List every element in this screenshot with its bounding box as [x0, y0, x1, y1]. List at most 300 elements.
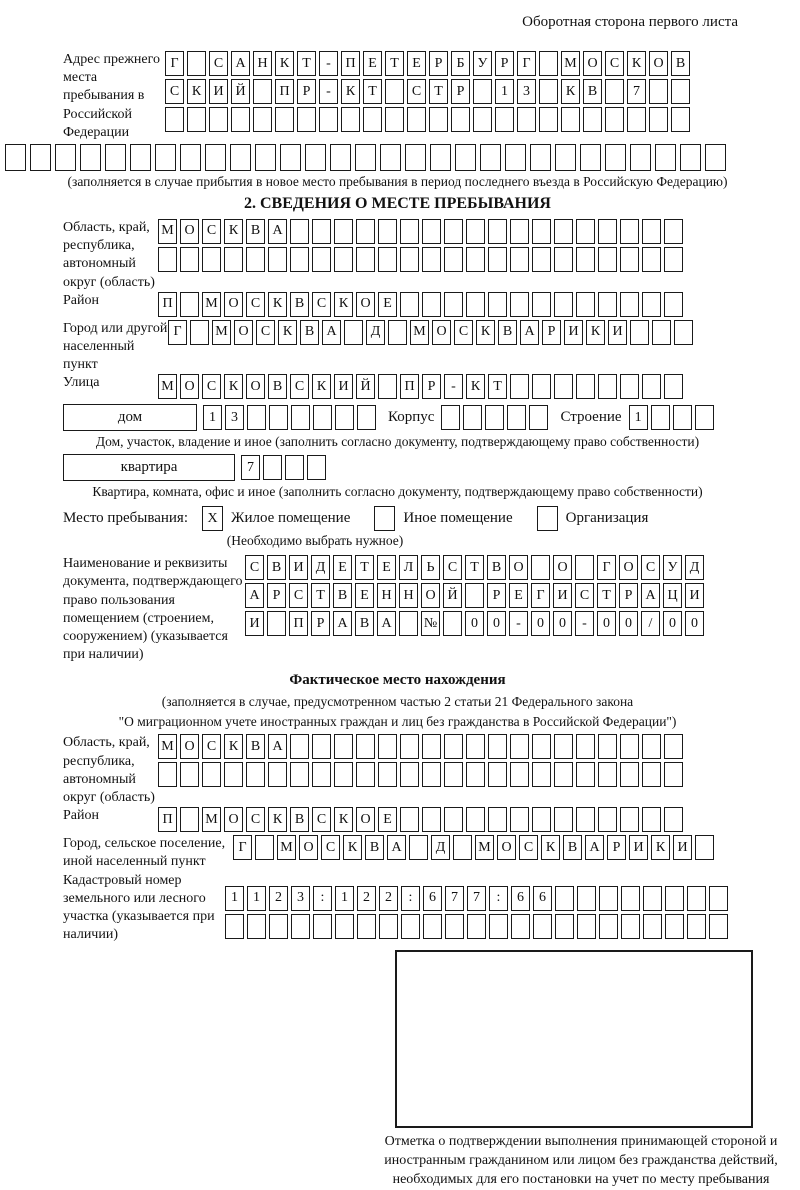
char-box[interactable] — [488, 734, 507, 759]
char-box[interactable]: К — [541, 835, 560, 860]
char-box[interactable]: В — [365, 835, 384, 860]
char-box[interactable] — [363, 107, 382, 132]
char-box[interactable]: Ц — [663, 583, 682, 608]
char-box[interactable] — [290, 219, 309, 244]
char-box[interactable] — [247, 914, 266, 939]
char-box[interactable] — [576, 247, 595, 272]
char-box[interactable] — [495, 107, 514, 132]
char-box[interactable]: О — [224, 807, 243, 832]
char-box[interactable]: К — [268, 292, 287, 317]
char-box[interactable]: С — [246, 292, 265, 317]
char-box[interactable] — [665, 886, 684, 911]
char-box[interactable] — [488, 292, 507, 317]
char-box[interactable]: О — [553, 555, 572, 580]
char-box[interactable] — [158, 762, 177, 787]
char-box[interactable]: Г — [168, 320, 187, 345]
char-box[interactable]: В — [355, 611, 374, 636]
char-box[interactable] — [187, 51, 206, 76]
char-box[interactable] — [598, 292, 617, 317]
char-box[interactable] — [400, 807, 419, 832]
char-box[interactable]: П — [275, 79, 294, 104]
char-box[interactable]: Р — [422, 374, 441, 399]
char-box[interactable]: О — [246, 374, 265, 399]
char-box[interactable]: К — [341, 79, 360, 104]
char-box[interactable]: Е — [407, 51, 426, 76]
char-box[interactable] — [290, 762, 309, 787]
char-box[interactable] — [105, 144, 126, 171]
char-box[interactable]: Г — [597, 555, 616, 580]
char-box[interactable] — [400, 734, 419, 759]
char-box[interactable] — [409, 835, 428, 860]
residential-checkbox[interactable]: X — [202, 506, 223, 531]
char-box[interactable] — [642, 247, 661, 272]
char-box[interactable] — [445, 914, 464, 939]
char-box[interactable]: А — [245, 583, 264, 608]
char-box[interactable]: С — [605, 51, 624, 76]
char-box[interactable] — [605, 79, 624, 104]
char-box[interactable]: - — [444, 374, 463, 399]
char-box[interactable] — [224, 762, 243, 787]
char-box[interactable]: С — [290, 374, 309, 399]
char-box[interactable] — [466, 292, 485, 317]
char-box[interactable]: И — [564, 320, 583, 345]
char-box[interactable] — [554, 219, 573, 244]
char-box[interactable]: А — [387, 835, 406, 860]
char-box[interactable] — [285, 455, 304, 480]
char-box[interactable]: 0 — [531, 611, 550, 636]
char-box[interactable] — [555, 144, 576, 171]
char-box[interactable]: У — [663, 555, 682, 580]
char-box[interactable]: 3 — [517, 79, 536, 104]
char-box[interactable]: К — [334, 807, 353, 832]
char-box[interactable]: С — [321, 835, 340, 860]
char-box[interactable]: К — [187, 79, 206, 104]
char-box[interactable] — [505, 144, 526, 171]
char-box[interactable]: 0 — [597, 611, 616, 636]
char-box[interactable] — [400, 219, 419, 244]
char-box[interactable] — [209, 107, 228, 132]
char-box[interactable] — [312, 219, 331, 244]
char-box[interactable] — [180, 762, 199, 787]
char-box[interactable]: М — [158, 374, 177, 399]
char-box[interactable] — [268, 247, 287, 272]
char-box[interactable]: О — [299, 835, 318, 860]
char-box[interactable] — [598, 374, 617, 399]
char-box[interactable] — [330, 144, 351, 171]
char-box[interactable]: Д — [431, 835, 450, 860]
char-box[interactable] — [444, 292, 463, 317]
char-box[interactable] — [466, 247, 485, 272]
char-box[interactable] — [576, 807, 595, 832]
char-box[interactable]: С — [245, 555, 264, 580]
char-box[interactable] — [463, 405, 482, 430]
char-box[interactable]: Т — [363, 79, 382, 104]
char-box[interactable] — [488, 219, 507, 244]
char-box[interactable] — [674, 320, 693, 345]
char-box[interactable]: С — [202, 734, 221, 759]
char-box[interactable]: Т — [488, 374, 507, 399]
char-box[interactable]: В — [563, 835, 582, 860]
char-box[interactable] — [649, 107, 668, 132]
char-box[interactable] — [598, 734, 617, 759]
confirmation-stamp-box[interactable] — [395, 950, 753, 1128]
char-box[interactable] — [555, 886, 574, 911]
char-box[interactable]: С — [312, 292, 331, 317]
char-box[interactable] — [480, 144, 501, 171]
char-box[interactable] — [488, 247, 507, 272]
char-box[interactable] — [356, 219, 375, 244]
char-box[interactable]: 7 — [467, 886, 486, 911]
char-box[interactable]: Т — [355, 555, 374, 580]
char-box[interactable] — [599, 914, 618, 939]
char-box[interactable]: Е — [509, 583, 528, 608]
char-box[interactable]: К — [651, 835, 670, 860]
char-box[interactable] — [620, 219, 639, 244]
char-box[interactable]: М — [158, 734, 177, 759]
char-box[interactable] — [356, 762, 375, 787]
char-box[interactable]: Р — [311, 611, 330, 636]
char-box[interactable] — [510, 219, 529, 244]
char-box[interactable]: А — [231, 51, 250, 76]
char-box[interactable] — [580, 144, 601, 171]
char-box[interactable]: М — [410, 320, 429, 345]
char-box[interactable]: Н — [377, 583, 396, 608]
char-box[interactable] — [422, 762, 441, 787]
char-box[interactable]: К — [476, 320, 495, 345]
char-box[interactable]: Р — [542, 320, 561, 345]
char-box[interactable]: Ь — [421, 555, 440, 580]
char-box[interactable] — [621, 914, 640, 939]
char-box[interactable] — [190, 320, 209, 345]
char-box[interactable] — [246, 247, 265, 272]
char-box[interactable]: О — [180, 219, 199, 244]
char-box[interactable] — [290, 247, 309, 272]
char-box[interactable] — [269, 405, 288, 430]
char-box[interactable]: - — [509, 611, 528, 636]
char-box[interactable] — [510, 292, 529, 317]
char-box[interactable]: М — [202, 807, 221, 832]
char-box[interactable]: С — [312, 807, 331, 832]
char-box[interactable] — [407, 107, 426, 132]
char-box[interactable] — [517, 107, 536, 132]
char-box[interactable]: 3 — [225, 405, 244, 430]
char-box[interactable] — [671, 107, 690, 132]
char-box[interactable]: Н — [253, 51, 272, 76]
char-box[interactable]: Н — [399, 583, 418, 608]
char-box[interactable] — [429, 107, 448, 132]
char-box[interactable] — [400, 247, 419, 272]
char-box[interactable]: 2 — [379, 886, 398, 911]
char-box[interactable]: О — [180, 734, 199, 759]
char-box[interactable] — [539, 79, 558, 104]
char-box[interactable] — [620, 734, 639, 759]
char-box[interactable] — [598, 247, 617, 272]
char-box[interactable]: 1 — [247, 886, 266, 911]
char-box[interactable] — [305, 144, 326, 171]
char-box[interactable] — [510, 762, 529, 787]
char-box[interactable] — [598, 762, 617, 787]
char-box[interactable]: А — [585, 835, 604, 860]
char-box[interactable] — [180, 292, 199, 317]
char-box[interactable] — [401, 914, 420, 939]
char-box[interactable]: Р — [607, 835, 626, 860]
char-box[interactable]: И — [608, 320, 627, 345]
char-box[interactable] — [488, 762, 507, 787]
char-box[interactable]: 7 — [445, 886, 464, 911]
char-box[interactable]: А — [520, 320, 539, 345]
char-box[interactable] — [313, 405, 332, 430]
char-box[interactable] — [664, 762, 683, 787]
char-box[interactable] — [466, 734, 485, 759]
char-box[interactable]: 6 — [423, 886, 442, 911]
char-box[interactable] — [312, 734, 331, 759]
char-box[interactable] — [444, 247, 463, 272]
char-box[interactable] — [444, 807, 463, 832]
char-box[interactable]: : — [489, 886, 508, 911]
char-box[interactable]: Е — [363, 51, 382, 76]
char-box[interactable] — [307, 455, 326, 480]
char-box[interactable]: В — [246, 734, 265, 759]
char-box[interactable]: Т — [297, 51, 316, 76]
char-box[interactable]: О — [234, 320, 253, 345]
char-box[interactable]: К — [466, 374, 485, 399]
char-box[interactable] — [576, 219, 595, 244]
char-box[interactable]: Г — [531, 583, 550, 608]
char-box[interactable] — [655, 144, 676, 171]
char-box[interactable]: Й — [231, 79, 250, 104]
char-box[interactable]: 1 — [335, 886, 354, 911]
char-box[interactable]: Л — [399, 555, 418, 580]
char-box[interactable]: С — [209, 51, 228, 76]
char-box[interactable] — [620, 762, 639, 787]
char-box[interactable] — [532, 734, 551, 759]
char-box[interactable] — [664, 807, 683, 832]
char-box[interactable]: О — [421, 583, 440, 608]
char-box[interactable]: К — [224, 734, 243, 759]
char-box[interactable]: Т — [385, 51, 404, 76]
char-box[interactable]: К — [275, 51, 294, 76]
char-box[interactable] — [473, 79, 492, 104]
char-box[interactable] — [275, 107, 294, 132]
char-box[interactable]: О — [356, 807, 375, 832]
char-box[interactable] — [576, 762, 595, 787]
char-box[interactable] — [230, 144, 251, 171]
char-box[interactable]: Р — [429, 51, 448, 76]
char-box[interactable] — [642, 734, 661, 759]
char-box[interactable] — [576, 734, 595, 759]
char-box[interactable] — [577, 886, 596, 911]
organization-checkbox[interactable] — [537, 506, 558, 531]
char-box[interactable] — [422, 807, 441, 832]
char-box[interactable]: О — [619, 555, 638, 580]
char-box[interactable] — [627, 107, 646, 132]
char-box[interactable] — [441, 405, 460, 430]
char-box[interactable]: - — [319, 79, 338, 104]
char-box[interactable]: / — [641, 611, 660, 636]
char-box[interactable]: С — [246, 807, 265, 832]
char-box[interactable]: П — [341, 51, 360, 76]
char-box[interactable]: Д — [311, 555, 330, 580]
char-box[interactable] — [598, 807, 617, 832]
char-box[interactable] — [400, 292, 419, 317]
char-box[interactable] — [231, 107, 250, 132]
char-box[interactable]: И — [209, 79, 228, 104]
char-box[interactable]: В — [583, 79, 602, 104]
char-box[interactable] — [511, 914, 530, 939]
char-box[interactable]: Р — [297, 79, 316, 104]
char-box[interactable] — [180, 144, 201, 171]
char-box[interactable] — [356, 247, 375, 272]
char-box[interactable]: А — [268, 219, 287, 244]
char-box[interactable] — [642, 374, 661, 399]
char-box[interactable] — [334, 219, 353, 244]
char-box[interactable]: 7 — [241, 455, 260, 480]
char-box[interactable]: Р — [619, 583, 638, 608]
char-box[interactable] — [599, 886, 618, 911]
char-box[interactable] — [255, 835, 274, 860]
char-box[interactable] — [642, 807, 661, 832]
char-box[interactable]: П — [289, 611, 308, 636]
char-box[interactable] — [643, 886, 662, 911]
char-box[interactable] — [630, 320, 649, 345]
char-box[interactable]: О — [509, 555, 528, 580]
char-box[interactable] — [576, 292, 595, 317]
char-box[interactable] — [554, 807, 573, 832]
char-box[interactable] — [643, 914, 662, 939]
char-box[interactable] — [430, 144, 451, 171]
char-box[interactable] — [312, 247, 331, 272]
char-box[interactable]: 1 — [629, 405, 648, 430]
char-box[interactable]: С — [407, 79, 426, 104]
char-box[interactable]: А — [322, 320, 341, 345]
char-box[interactable] — [489, 914, 508, 939]
char-box[interactable] — [55, 144, 76, 171]
char-box[interactable]: Т — [429, 79, 448, 104]
char-box[interactable]: С — [289, 583, 308, 608]
char-box[interactable]: М — [561, 51, 580, 76]
char-box[interactable] — [620, 247, 639, 272]
char-box[interactable]: - — [575, 611, 594, 636]
char-box[interactable] — [671, 79, 690, 104]
char-box[interactable] — [465, 583, 484, 608]
char-box[interactable] — [30, 144, 51, 171]
char-box[interactable]: 0 — [553, 611, 572, 636]
char-box[interactable] — [297, 107, 316, 132]
char-box[interactable] — [378, 762, 397, 787]
char-box[interactable]: 2 — [357, 886, 376, 911]
char-box[interactable] — [399, 611, 418, 636]
char-box[interactable] — [312, 762, 331, 787]
char-box[interactable] — [575, 555, 594, 580]
char-box[interactable] — [341, 107, 360, 132]
char-box[interactable]: И — [673, 835, 692, 860]
char-box[interactable] — [378, 219, 397, 244]
char-box[interactable] — [554, 292, 573, 317]
char-box[interactable]: 0 — [663, 611, 682, 636]
char-box[interactable] — [400, 762, 419, 787]
char-box[interactable]: Г — [517, 51, 536, 76]
char-box[interactable] — [533, 914, 552, 939]
char-box[interactable]: К — [334, 292, 353, 317]
char-box[interactable] — [664, 374, 683, 399]
char-box[interactable] — [263, 455, 282, 480]
char-box[interactable] — [205, 144, 226, 171]
char-box[interactable]: 7 — [627, 79, 646, 104]
char-box[interactable] — [357, 914, 376, 939]
char-box[interactable] — [665, 914, 684, 939]
char-box[interactable]: У — [473, 51, 492, 76]
char-box[interactable]: О — [180, 374, 199, 399]
char-box[interactable] — [422, 219, 441, 244]
char-box[interactable]: О — [583, 51, 602, 76]
char-box[interactable]: К — [224, 219, 243, 244]
char-box[interactable] — [539, 107, 558, 132]
char-box[interactable]: М — [277, 835, 296, 860]
char-box[interactable]: И — [245, 611, 264, 636]
char-box[interactable] — [202, 247, 221, 272]
char-box[interactable]: Р — [451, 79, 470, 104]
char-box[interactable] — [664, 247, 683, 272]
char-box[interactable] — [673, 405, 692, 430]
char-box[interactable] — [555, 914, 574, 939]
char-box[interactable] — [246, 762, 265, 787]
char-box[interactable] — [187, 107, 206, 132]
char-box[interactable] — [664, 734, 683, 759]
char-box[interactable] — [539, 51, 558, 76]
char-box[interactable] — [247, 405, 266, 430]
char-box[interactable] — [642, 762, 661, 787]
char-box[interactable] — [269, 914, 288, 939]
char-box[interactable] — [155, 144, 176, 171]
char-box[interactable] — [664, 219, 683, 244]
char-box[interactable] — [451, 107, 470, 132]
char-box[interactable]: Й — [356, 374, 375, 399]
char-box[interactable] — [385, 79, 404, 104]
char-box[interactable] — [344, 320, 363, 345]
char-box[interactable]: С — [202, 374, 221, 399]
char-box[interactable] — [510, 247, 529, 272]
char-box[interactable] — [455, 144, 476, 171]
char-box[interactable] — [709, 914, 728, 939]
char-box[interactable] — [334, 247, 353, 272]
char-box[interactable] — [443, 611, 462, 636]
char-box[interactable]: С — [641, 555, 660, 580]
char-box[interactable] — [405, 144, 426, 171]
char-box[interactable] — [180, 807, 199, 832]
char-box[interactable] — [130, 144, 151, 171]
char-box[interactable]: Г — [233, 835, 252, 860]
char-box[interactable] — [473, 107, 492, 132]
char-box[interactable]: К — [224, 374, 243, 399]
char-box[interactable] — [422, 292, 441, 317]
char-box[interactable] — [180, 247, 199, 272]
char-box[interactable]: В — [246, 219, 265, 244]
char-box[interactable]: В — [268, 374, 287, 399]
char-box[interactable] — [267, 611, 286, 636]
char-box[interactable] — [466, 807, 485, 832]
char-box[interactable] — [583, 107, 602, 132]
char-box[interactable] — [319, 107, 338, 132]
char-box[interactable] — [561, 107, 580, 132]
char-box[interactable]: 1 — [495, 79, 514, 104]
char-box[interactable] — [444, 219, 463, 244]
char-box[interactable] — [485, 405, 504, 430]
char-box[interactable]: К — [586, 320, 605, 345]
char-box[interactable] — [642, 219, 661, 244]
char-box[interactable] — [378, 734, 397, 759]
char-box[interactable] — [467, 914, 486, 939]
char-box[interactable]: Е — [377, 555, 396, 580]
